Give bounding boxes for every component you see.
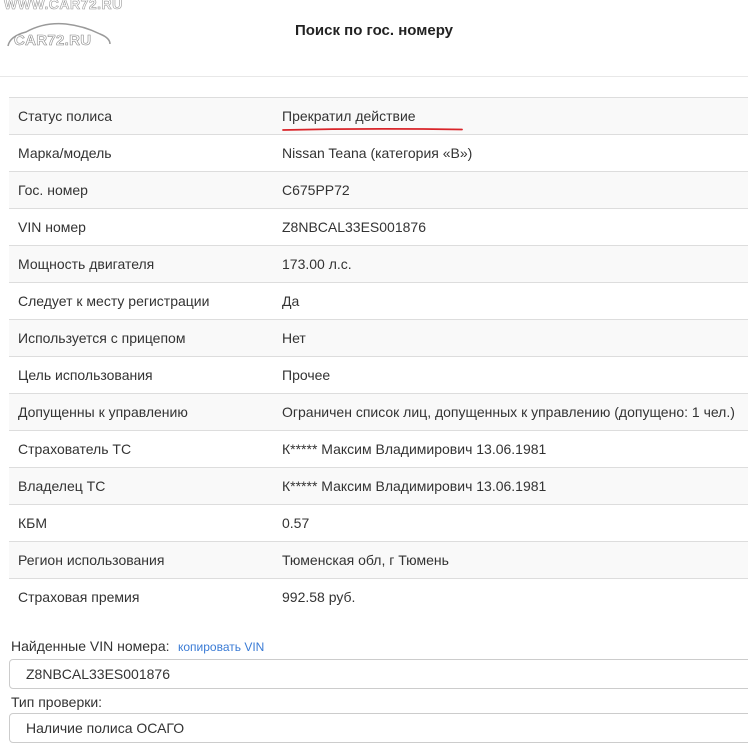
table-row bbox=[9, 579, 748, 616]
row-label: Регион использования bbox=[9, 542, 273, 579]
row-label: Страховая премия bbox=[9, 579, 273, 616]
row-value: 173.00 л.с. bbox=[273, 246, 748, 283]
row-label: Допущенны к управлению bbox=[9, 394, 273, 431]
row-value: Тюменская обл, г Тюмень bbox=[273, 542, 748, 579]
row-value: Прочее bbox=[273, 357, 748, 394]
row-value: 992.58 руб. bbox=[273, 579, 748, 616]
row-label: КБМ bbox=[9, 505, 273, 542]
row-value: К***** Максим Владимирович 13.06.1981 bbox=[273, 468, 748, 505]
table-row bbox=[9, 357, 748, 394]
table-row bbox=[9, 394, 748, 431]
vin-field[interactable]: Z8NBCAL33ES001876 bbox=[9, 659, 748, 689]
table-row bbox=[9, 468, 748, 505]
row-label: Владелец ТС bbox=[9, 468, 273, 505]
table-row bbox=[9, 172, 748, 209]
row-value: С675РР72 bbox=[273, 172, 748, 209]
header-divider bbox=[0, 76, 748, 77]
row-label: Статус полиса bbox=[9, 98, 273, 135]
page-title: Поиск по гос. номеру bbox=[294, 22, 454, 39]
row-value: Нет bbox=[273, 320, 748, 357]
table-row bbox=[9, 505, 748, 542]
row-label: Страхователь ТС bbox=[9, 431, 273, 468]
table-row bbox=[9, 431, 748, 468]
table-row bbox=[9, 542, 748, 579]
table-row bbox=[9, 135, 748, 172]
watermark-logo-text: CAR72.RU bbox=[14, 32, 92, 49]
table-row bbox=[9, 246, 748, 283]
watermark-url: WWW.CAR72.RU bbox=[4, 0, 123, 12]
table-row bbox=[9, 320, 748, 357]
row-label: Гос. номер bbox=[9, 172, 273, 209]
row-value: Да bbox=[273, 283, 748, 320]
row-label: Марка/модель bbox=[9, 135, 273, 172]
check-type-select[interactable]: Наличие полиса ОСАГО bbox=[9, 713, 748, 743]
row-label: Цель использования bbox=[9, 357, 273, 394]
row-label: VIN номер bbox=[9, 209, 273, 246]
copy-vin-link[interactable]: копировать VIN bbox=[178, 640, 265, 654]
found-vin-label: Найденные VIN номера: bbox=[11, 638, 170, 654]
policy-info-table bbox=[9, 97, 748, 616]
check-type-label: Тип проверки: bbox=[11, 694, 103, 710]
row-value: Ограничен список лиц, допущенных к управлению (допущено: 1 чел.) bbox=[273, 394, 748, 431]
row-value: Nissan Teana (категория «B») bbox=[273, 135, 748, 172]
row-value: Прекратил действие bbox=[273, 98, 748, 135]
row-label: Мощность двигателя bbox=[9, 246, 273, 283]
row-value: К***** Максим Владимирович 13.06.1981 bbox=[273, 431, 748, 468]
table-row bbox=[9, 209, 748, 246]
row-value: 0.57 bbox=[273, 505, 748, 542]
row-label: Используется с прицепом bbox=[9, 320, 273, 357]
row-label: Следует к месту регистрации bbox=[9, 283, 273, 320]
status-underline-annotation bbox=[282, 127, 463, 132]
table-row bbox=[9, 283, 748, 320]
row-value: Z8NBCAL33ES001876 bbox=[273, 209, 748, 246]
